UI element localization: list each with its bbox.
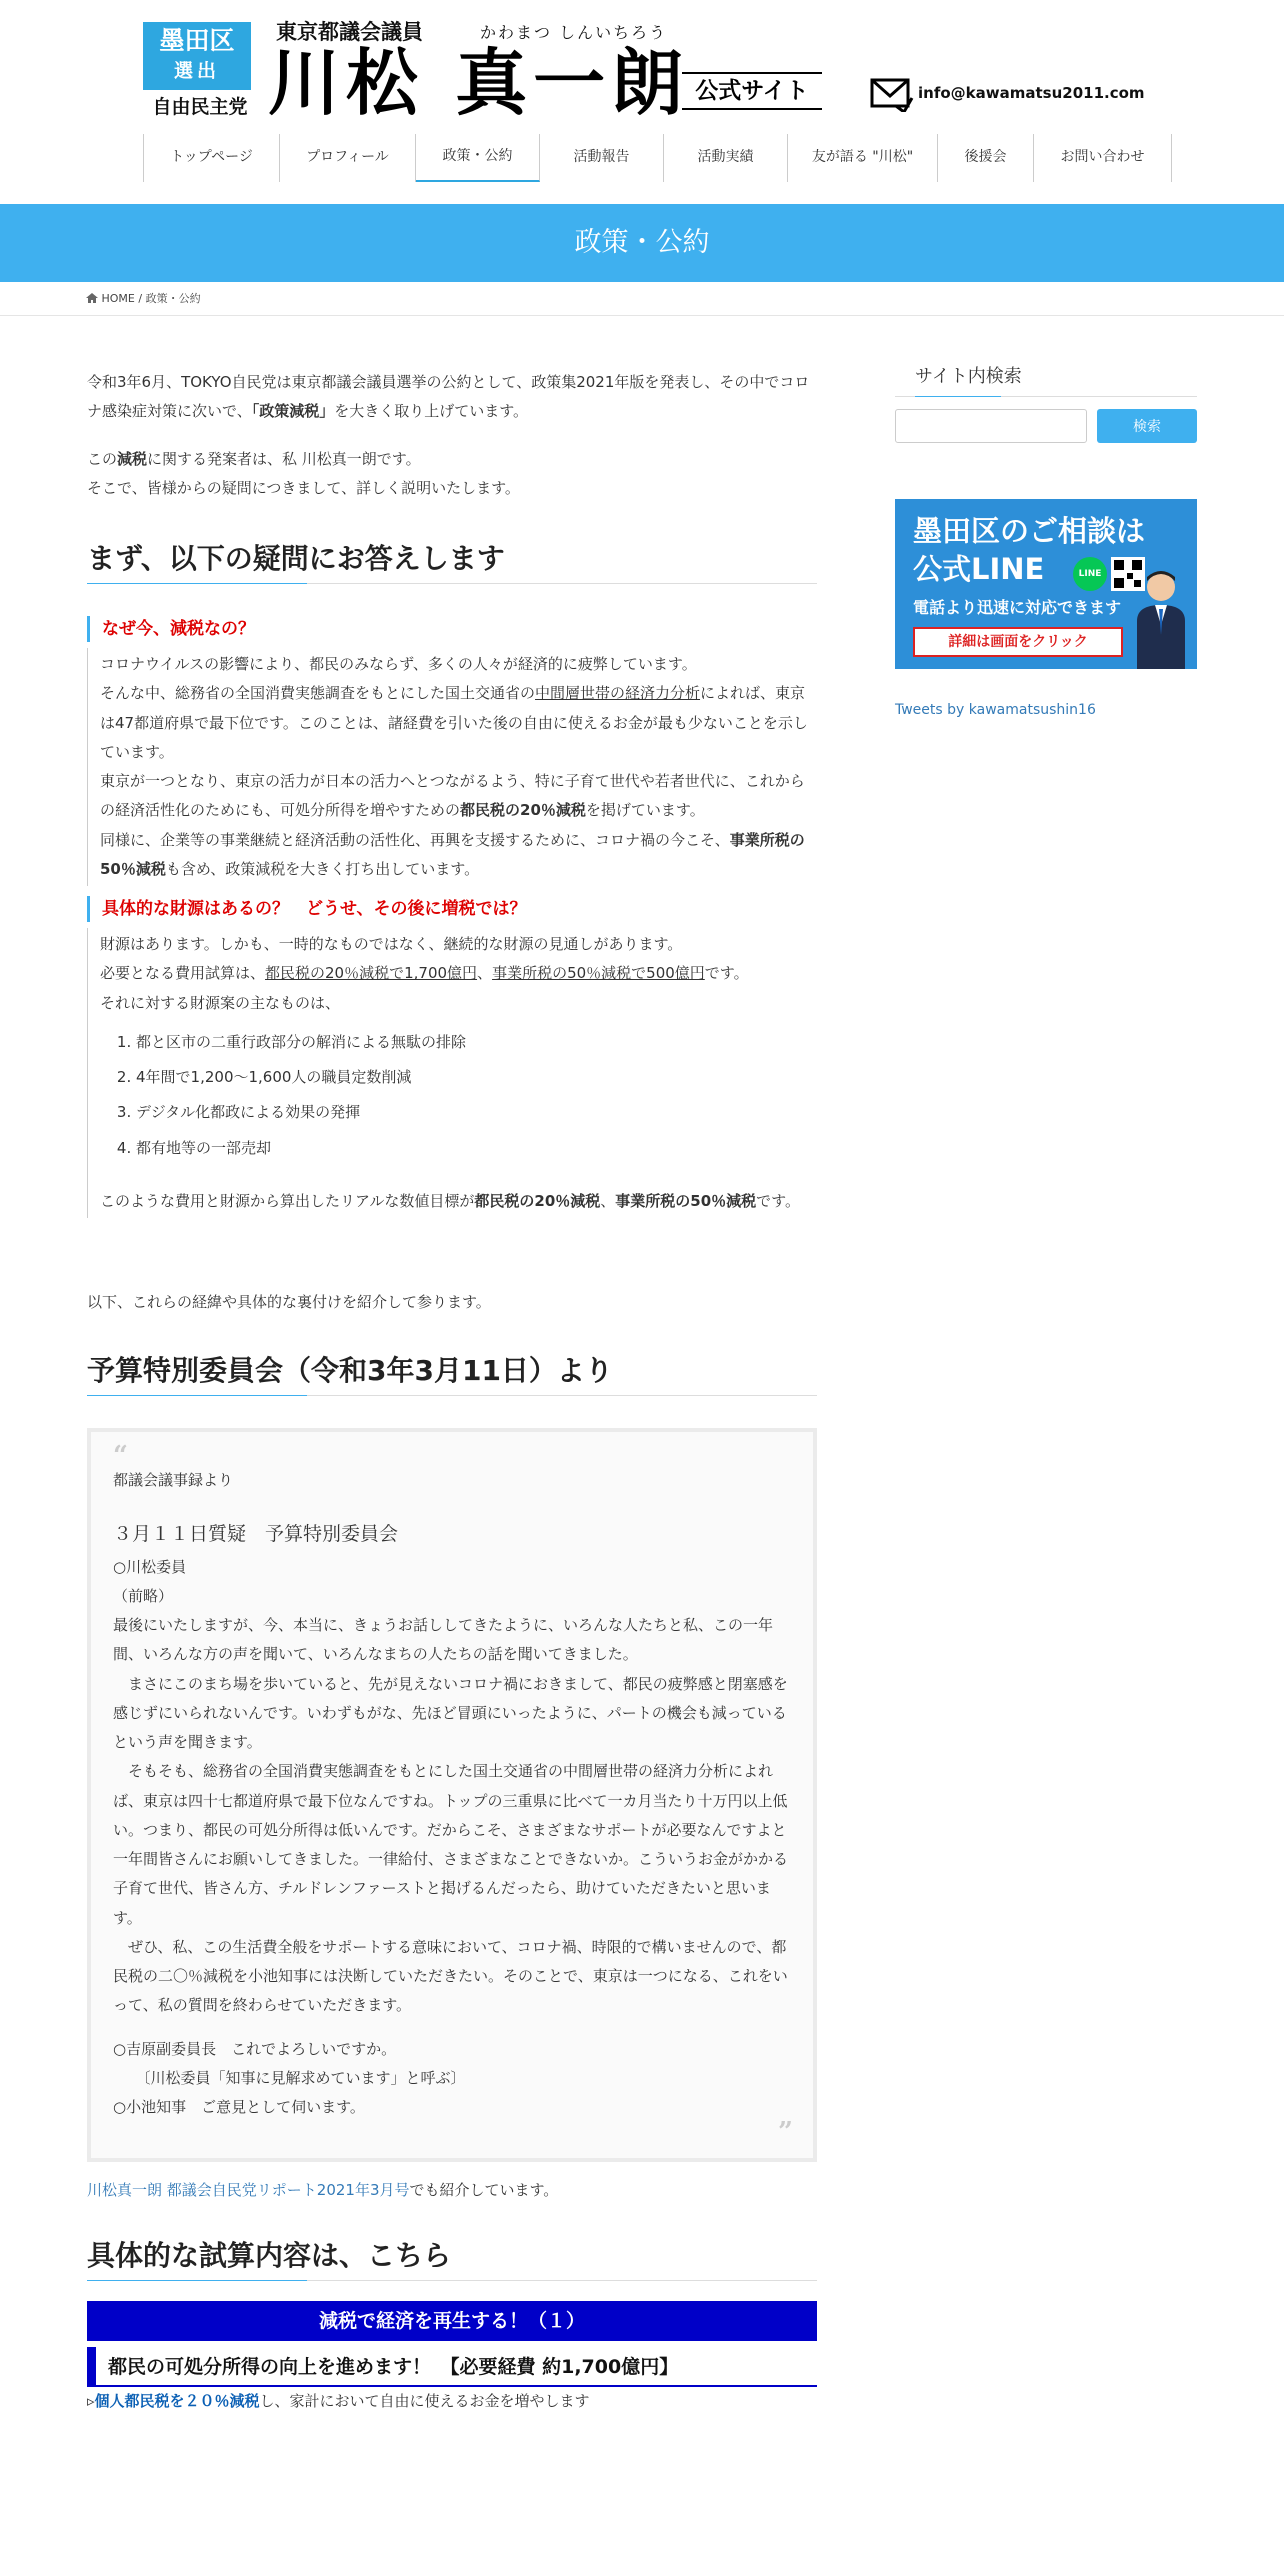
income-sub-banner: 都民の可処分所得の向上を進めます！ 【必要経費 約1,700億円】 bbox=[87, 2347, 817, 2387]
nav-item-profile[interactable]: プロフィール bbox=[280, 134, 416, 182]
list-item: 4. 都有地等の一部売却 bbox=[136, 1134, 817, 1163]
party-name: 自由民主党 bbox=[152, 96, 248, 118]
list-item: 2. 4年間で1,200～1,600人の職員定数削減 bbox=[136, 1063, 817, 1092]
home-icon bbox=[86, 293, 98, 303]
district-badge bbox=[143, 22, 251, 90]
person-photo-icon bbox=[1133, 565, 1189, 669]
quote-source: 都議会議事録より bbox=[113, 1471, 234, 1490]
sidebar-search-title: サイト内検索 bbox=[895, 362, 1197, 397]
question-funding-source: 具体的な財源はあるの？ どうせ、その後に増税では？ bbox=[87, 896, 817, 922]
section-heading-questions: まず、以下の疑問にお答えします bbox=[87, 539, 817, 584]
breadcrumb-separator: / bbox=[138, 292, 146, 305]
transition-text: 以下、これらの経緯や具体的な裏付けを紹介して参ります。 bbox=[87, 1293, 491, 1311]
official-site-label: 公式サイト bbox=[682, 72, 822, 110]
intro-paragraph-1: 令和3年6月、TOKYO自民党は東京都議会議員選挙の公約として、政策集2021年版を発表し、その中でコロナ感染症対策に次いで、「政策減税」を大きく取り上げています。 bbox=[87, 373, 810, 421]
intro-paragraph-2: この減税に関する発案者は、私 川松真一朗です。 そこで、皆様からの疑問につきまして、詳しく説明いたします。 bbox=[87, 449, 520, 497]
nav-item-friends[interactable]: 友が語る "川松" bbox=[788, 134, 938, 182]
line-logo-icon: LINE bbox=[1073, 557, 1107, 591]
economic-analysis-link[interactable]: 中間層世帯の経済力分析 bbox=[535, 684, 701, 703]
quote-close-icon: ” bbox=[778, 2117, 793, 2148]
main-content bbox=[87, 368, 817, 2413]
ad-line3: 電話より迅速に対応できます bbox=[913, 598, 1122, 617]
site-header bbox=[0, 0, 1284, 204]
quote-title: ３月１１日質疑 予算特別委員会 bbox=[113, 1522, 399, 1545]
global-nav bbox=[143, 134, 1172, 182]
list-item: 3. デジタル化都政による効果の発揮 bbox=[136, 1098, 817, 1127]
answer-why-tax-cut: コロナウイルスの影響により、都民のみならず、多くの人々が経済的に疲弊しています。 そんな中、総務省の全国消費実態調査をもとにした国土交通省の中間層世帯の経済力分析によれば、東京は47都道府県で最下位です。このことは、諸経費を引いた後の自由に使えるお金が最も少ないことを示しています。 東京が一つとなり、東京の活力が日本の活力へとつながるよう、特に子育て世代や若者世代に、これからの経済活性化のためにも、可処分所得を増やすための都民税の20％減税を掲げています。 同様に、企業等の事業継続と経済活動の活性化、再興を支援するために、コロナ禍の今こそ、事業所税の50％減税も含め、政策減税を大きく打ち出しています。 bbox=[87, 648, 817, 886]
sidebar bbox=[895, 362, 1197, 724]
question-why-tax-cut: なぜ今、減税なの？ bbox=[87, 616, 817, 642]
nav-item-activity-report[interactable]: 活動報告 bbox=[540, 134, 664, 182]
nav-item-top[interactable]: トップページ bbox=[144, 134, 280, 182]
site-logo-name[interactable]: 川松 真一朗 bbox=[268, 41, 690, 125]
nav-item-supporters[interactable]: 後援会 bbox=[938, 134, 1034, 182]
ad-click-label: 詳細は画面をクリック bbox=[913, 627, 1123, 657]
report-reference: 川松真一朗 都議会自民党リポート2021年3月号でも紹介しています。 bbox=[87, 2181, 559, 2200]
nav-item-policy[interactable]: 政策・公約 bbox=[416, 134, 540, 182]
report-link[interactable]: 川松真一朗 都議会自民党リポート2021年3月号 bbox=[87, 2181, 410, 2200]
breadcrumb bbox=[0, 282, 1284, 316]
tax-cut-banner: 減税で経済を再生する！（１） bbox=[87, 2301, 817, 2341]
ad-line1: 墨田区のご相談は bbox=[913, 514, 1146, 548]
bullet-marker-icon: ▹ bbox=[87, 2391, 95, 2410]
minutes-quote: “ 都議会議事録より ３月１１日質疑 予算特別委員会 ○川松委員 （前略） 最後にいたしますが、今、本当に、きょうお話ししてきたように、いろんな人たちと私、この一年間、いろんな方の声を聞いて、いろんなまちの人たちの話を聞いてきました。 まさにこのまち場を歩いていると、先が見えないコロナ禍におきまして、都民の疲弊感と閉塞感を感じずにいられないんです。いわずもがな、先ほど冒頭にいったように、パートの機会も減っているという声を聞きます。 そもそも、総務省の全国消費実態調査をもとにした国土交通省の中間層世帯の経済力分析によれば、東京は四十七都道府県で最下位なんですね。トップの三重県に比べて一カ月当たり十万円以上低い。つまり、都民の可処分所得は低いんです。だからこそ、さまざまなサポートが必要なんですよと一年間皆さんにお願いしてきました。一律給付、さまざまなことできないか。こういうお金がかかる子育て世代、皆さん方、チルドレンファーストと掲げるんだったら、助けていただきたいと思います。 ぜひ、私、この生活費全般をサポートする意味において、コロナ禍、時限的で構いませんので、都民税の二〇％減税を小池知事には決断していただきたい。そのことで、東京は一つになる、これをいって、私の質問を終わらせていただきます。 ○吉原副委員長 これでよろしいですか。 〔川松委員「知事に見解求めています」と呼ぶ〕 ○小池知事 ご意見として伺います。 ” bbox=[87, 1428, 817, 2162]
ad-line2: 公式LINE bbox=[913, 552, 1045, 586]
section-heading-estimates: 具体的な試算内容は、こちら bbox=[87, 2236, 817, 2281]
breadcrumb-home[interactable]: HOME bbox=[101, 292, 135, 305]
nav-item-achievements[interactable]: 活動実績 bbox=[664, 134, 788, 182]
badge-line1: 墨田区 bbox=[159, 26, 235, 55]
funding-source-list bbox=[136, 1028, 817, 1163]
tweets-link[interactable]: Tweets by kawamatsushin16 bbox=[895, 702, 1096, 718]
role-title: 東京都議会議員 bbox=[276, 20, 423, 44]
email-link[interactable]: info@kawamatsu2011.com bbox=[918, 84, 1145, 102]
answer-funding-source: 財源はあります。しかも、一時的なものではなく、継続的な財源の見通しがあります。 必要となる費用試算は、都民税の20％減税で1,700億円、事業所税の50％減税で500億円です。 それに対する財源案の主なものは、 1. 都と区市の二重行政部分の解消による無駄の排除 2. 4年間で1,200～1,600人の職員定数削減 3. デジタル化都政による効果の発揮 4. 都有地等の一部売却 このような費用と財源から算出したリアルな数値目標が都民税の20％減税、事業所税の50％減税です。 bbox=[87, 928, 817, 1218]
name-kana: かわまつ しんいちろう bbox=[480, 23, 668, 42]
quote-open-icon: “ bbox=[113, 1441, 128, 1472]
mail-icon[interactable] bbox=[870, 76, 914, 112]
bullet-line: ▹個人都民税を２０％減税し、家計において自由に使えるお金を増やします bbox=[87, 2391, 590, 2410]
breadcrumb-current: 政策・公約 bbox=[145, 292, 201, 305]
line-consult-banner[interactable] bbox=[895, 499, 1197, 669]
nav-item-contact[interactable]: お問い合わせ bbox=[1034, 134, 1172, 182]
page-title: 政策・公約 bbox=[0, 204, 1284, 282]
list-item: 1. 都と区市の二重行政部分の解消による無駄の排除 bbox=[136, 1028, 817, 1057]
section-heading-budget-committee: 予算特別委員会（令和3年3月11日）より bbox=[87, 1351, 817, 1396]
search-button[interactable]: 検索 bbox=[1097, 409, 1197, 443]
search-input[interactable] bbox=[895, 409, 1087, 443]
search-form bbox=[895, 409, 1197, 443]
badge-line2: 選出 bbox=[173, 60, 220, 82]
